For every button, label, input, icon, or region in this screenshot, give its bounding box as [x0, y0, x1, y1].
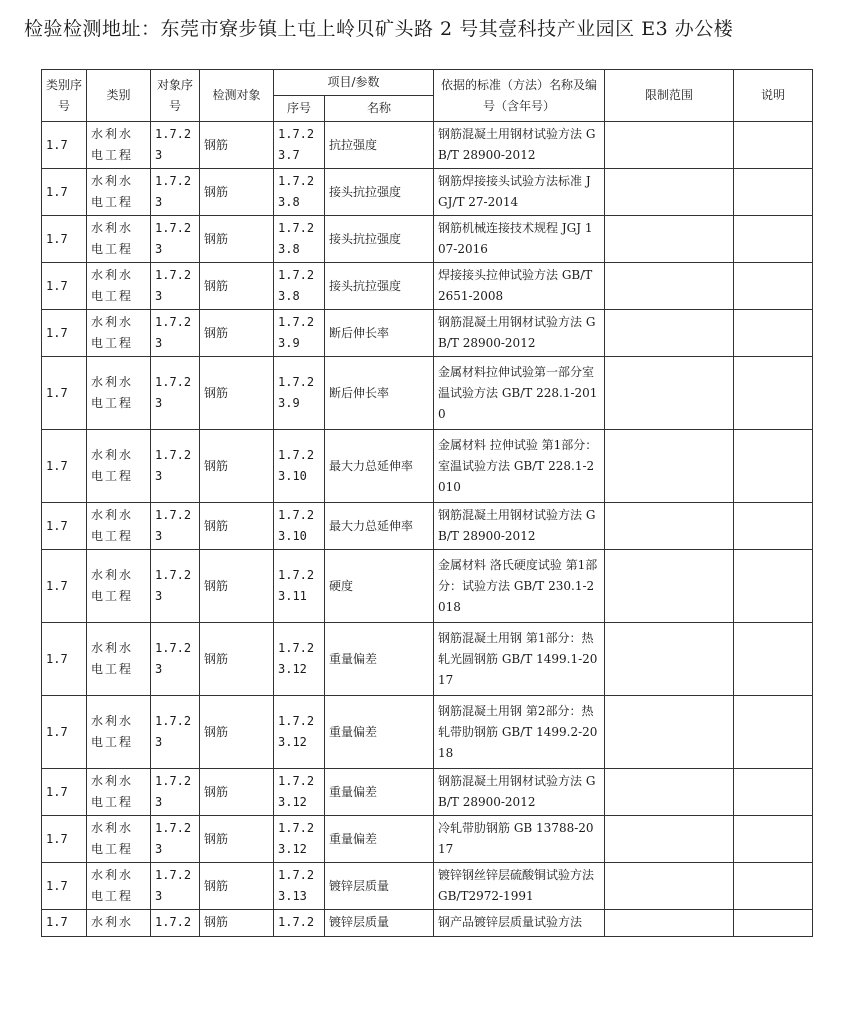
cell-cat: 水利水	[87, 910, 151, 937]
cell-cat-no: 1.7	[42, 863, 87, 910]
cell-obj: 钢筋	[200, 430, 274, 503]
cell-standard: 钢筋混凝土用钢材试验方法 GB/T 28900-2012	[434, 122, 605, 169]
cell-item-name: 断后伸长率	[325, 357, 434, 430]
cell-standard: 金属材料 拉伸试验 第1部分：室温试验方法 GB/T 228.1-2010	[434, 430, 605, 503]
header-standard: 依据的标准（方法）名称及编号（含年号）	[434, 70, 605, 122]
cell-limit	[605, 503, 734, 550]
cell-cat-no: 1.7	[42, 816, 87, 863]
header-obj-no: 对象序号	[151, 70, 200, 122]
cell-obj: 钢筋	[200, 310, 274, 357]
cell-item-name: 重量偏差	[325, 816, 434, 863]
cell-note	[734, 863, 813, 910]
cell-item-name: 接头抗拉强度	[325, 169, 434, 216]
cell-obj: 钢筋	[200, 216, 274, 263]
table-row	[42, 310, 813, 357]
cell-obj: 钢筋	[200, 696, 274, 769]
cell-item-name: 接头抗拉强度	[325, 263, 434, 310]
table-row	[42, 863, 813, 910]
cell-limit	[605, 357, 734, 430]
cell-obj: 钢筋	[200, 623, 274, 696]
page-title: 检验检测地址：东莞市寮步镇上屯上岭贝矿头路 2 号其壹科技产业园区 E3 办公楼	[24, 18, 734, 40]
cell-limit	[605, 550, 734, 623]
cell-standard: 焊接接头拉伸试验方法 GB/T 2651-2008	[434, 263, 605, 310]
cell-limit	[605, 863, 734, 910]
cell-cat: 水利水电工程	[87, 623, 151, 696]
cell-item-name: 接头抗拉强度	[325, 216, 434, 263]
cell-cat: 水利水电工程	[87, 122, 151, 169]
cell-item-no: 1.7.2 3.10	[274, 503, 325, 550]
table-row	[42, 263, 813, 310]
cell-item-no: 1.7.2	[274, 910, 325, 937]
cell-note	[734, 550, 813, 623]
cell-obj-no: 1.7.2 3	[151, 503, 200, 550]
cell-standard: 钢筋混凝土用钢 第1部分：热轧光圆钢筋 GB/T 1499.1-2017	[434, 623, 605, 696]
cell-obj-no: 1.7.2 3	[151, 310, 200, 357]
cell-item-name: 重量偏差	[325, 769, 434, 816]
cell-obj-no: 1.7.2 3	[151, 863, 200, 910]
cell-standard: 金属材料 洛氏硬度试验 第1部分：试验方法 GB/T 230.1-2018	[434, 550, 605, 623]
cell-cat: 水利水电工程	[87, 216, 151, 263]
cell-note	[734, 216, 813, 263]
cell-standard: 钢筋混凝土用钢材试验方法 GB/T 28900-2012	[434, 310, 605, 357]
header-limit: 限制范围	[605, 70, 734, 122]
cell-obj-no: 1.7.2 3	[151, 769, 200, 816]
header-cat: 类别	[87, 70, 151, 122]
cell-standard: 镀锌钢丝锌层硫酸铜试验方法 GB/T2972-1991	[434, 863, 605, 910]
cell-obj-no: 1.7.2 3	[151, 816, 200, 863]
cell-note	[734, 357, 813, 430]
cell-limit	[605, 430, 734, 503]
cell-obj: 钢筋	[200, 863, 274, 910]
cell-note	[734, 263, 813, 310]
table-row	[42, 550, 813, 623]
cell-limit	[605, 816, 734, 863]
cell-item-name: 最大力总延伸率	[325, 503, 434, 550]
header-row	[42, 70, 813, 96]
table-row	[42, 696, 813, 769]
table-row	[42, 357, 813, 430]
cell-obj-no: 1.7.2 3	[151, 216, 200, 263]
cell-item-name: 镀锌层质量	[325, 910, 434, 937]
cell-item-no: 1.7.2 3.10	[274, 430, 325, 503]
header-item-no: 序号	[274, 96, 325, 122]
cell-standard: 钢筋焊接接头试验方法标准 JGJ/T 27-2014	[434, 169, 605, 216]
cell-limit	[605, 910, 734, 937]
cell-obj-no: 1.7.2 3	[151, 430, 200, 503]
cell-item-no: 1.7.2 3.8	[274, 169, 325, 216]
cell-item-no: 1.7.2 3.12	[274, 696, 325, 769]
cell-standard: 钢筋混凝土用钢 第2部分：热轧带肋钢筋 GB/T 1499.2-2018	[434, 696, 605, 769]
cell-obj-no: 1.7.2 3	[151, 357, 200, 430]
cell-standard: 钢产品镀锌层质量试验方法	[434, 910, 605, 937]
cell-cat: 水利水电工程	[87, 357, 151, 430]
cell-item-no: 1.7.2 3.12	[274, 816, 325, 863]
cell-note	[734, 310, 813, 357]
cell-cat: 水利水电工程	[87, 696, 151, 769]
cell-item-name: 重量偏差	[325, 623, 434, 696]
cell-note	[734, 910, 813, 937]
cell-limit	[605, 310, 734, 357]
cell-note	[734, 816, 813, 863]
cell-limit	[605, 216, 734, 263]
cell-standard: 钢筋混凝土用钢材试验方法 GB/T 28900-2012	[434, 769, 605, 816]
cell-note	[734, 122, 813, 169]
cell-limit	[605, 263, 734, 310]
cell-item-name: 重量偏差	[325, 696, 434, 769]
table-row	[42, 910, 813, 937]
cell-cat-no: 1.7	[42, 263, 87, 310]
cell-obj-no: 1.7.2	[151, 910, 200, 937]
table-row	[42, 169, 813, 216]
cell-obj: 钢筋	[200, 357, 274, 430]
cell-cat-no: 1.7	[42, 623, 87, 696]
cell-obj-no: 1.7.2 3	[151, 122, 200, 169]
cell-item-name: 最大力总延伸率	[325, 430, 434, 503]
cell-obj: 钢筋	[200, 910, 274, 937]
cell-standard: 钢筋混凝土用钢材试验方法 GB/T 28900-2012	[434, 503, 605, 550]
header-item-name: 名称	[325, 96, 434, 122]
cell-note	[734, 769, 813, 816]
cell-obj: 钢筋	[200, 503, 274, 550]
cell-obj-no: 1.7.2 3	[151, 169, 200, 216]
cell-limit	[605, 623, 734, 696]
cell-cat: 水利水电工程	[87, 430, 151, 503]
cell-item-no: 1.7.2 3.9	[274, 357, 325, 430]
table-row	[42, 430, 813, 503]
cell-cat-no: 1.7	[42, 169, 87, 216]
cell-item-no: 1.7.2 3.7	[274, 122, 325, 169]
cell-cat: 水利水电工程	[87, 816, 151, 863]
cell-note	[734, 430, 813, 503]
inspection-table	[41, 69, 813, 937]
cell-cat-no: 1.7	[42, 357, 87, 430]
cell-obj: 钢筋	[200, 769, 274, 816]
table-row	[42, 122, 813, 169]
cell-obj: 钢筋	[200, 263, 274, 310]
cell-obj: 钢筋	[200, 816, 274, 863]
table-row	[42, 623, 813, 696]
cell-cat: 水利水电工程	[87, 169, 151, 216]
table-row	[42, 216, 813, 263]
cell-item-name: 硬度	[325, 550, 434, 623]
header-item-group: 项目/参数	[274, 70, 434, 96]
cell-note	[734, 623, 813, 696]
cell-note	[734, 696, 813, 769]
table-row	[42, 816, 813, 863]
cell-limit	[605, 769, 734, 816]
cell-obj-no: 1.7.2 3	[151, 623, 200, 696]
cell-cat: 水利水电工程	[87, 550, 151, 623]
cell-cat-no: 1.7	[42, 696, 87, 769]
cell-obj: 钢筋	[200, 169, 274, 216]
cell-item-no: 1.7.2 3.8	[274, 263, 325, 310]
cell-cat-no: 1.7	[42, 769, 87, 816]
cell-obj: 钢筋	[200, 550, 274, 623]
table-body	[42, 122, 813, 937]
table-row	[42, 769, 813, 816]
cell-item-name: 镀锌层质量	[325, 863, 434, 910]
table-row	[42, 503, 813, 550]
cell-item-no: 1.7.2 3.12	[274, 769, 325, 816]
cell-cat-no: 1.7	[42, 910, 87, 937]
cell-cat-no: 1.7	[42, 216, 87, 263]
cell-standard: 金属材料拉伸试验第一部分室温试验方法 GB/T 228.1-2010	[434, 357, 605, 430]
cell-cat-no: 1.7	[42, 550, 87, 623]
cell-item-no: 1.7.2 3.11	[274, 550, 325, 623]
cell-obj-no: 1.7.2 3	[151, 263, 200, 310]
header-obj: 检测对象	[200, 70, 274, 122]
cell-cat: 水利水电工程	[87, 310, 151, 357]
cell-item-name: 断后伸长率	[325, 310, 434, 357]
cell-cat-no: 1.7	[42, 430, 87, 503]
cell-item-no: 1.7.2 3.13	[274, 863, 325, 910]
cell-item-no: 1.7.2 3.9	[274, 310, 325, 357]
cell-note	[734, 503, 813, 550]
cell-cat-no: 1.7	[42, 503, 87, 550]
cell-note	[734, 169, 813, 216]
cell-cat: 水利水电工程	[87, 769, 151, 816]
cell-cat: 水利水电工程	[87, 503, 151, 550]
cell-item-no: 1.7.2 3.8	[274, 216, 325, 263]
cell-item-no: 1.7.2 3.12	[274, 623, 325, 696]
cell-limit	[605, 169, 734, 216]
cell-cat: 水利水电工程	[87, 263, 151, 310]
cell-cat: 水利水电工程	[87, 863, 151, 910]
cell-limit	[605, 696, 734, 769]
cell-obj-no: 1.7.2 3	[151, 550, 200, 623]
header-cat-no: 类别序号	[42, 70, 87, 122]
cell-cat-no: 1.7	[42, 310, 87, 357]
cell-standard: 冷轧带肋钢筋 GB 13788-2017	[434, 816, 605, 863]
header-note: 说明	[734, 70, 813, 122]
cell-obj-no: 1.7.2 3	[151, 696, 200, 769]
cell-cat-no: 1.7	[42, 122, 87, 169]
cell-item-name: 抗拉强度	[325, 122, 434, 169]
cell-limit	[605, 122, 734, 169]
cell-standard: 钢筋机械连接技术规程 JGJ 107-2016	[434, 216, 605, 263]
cell-obj: 钢筋	[200, 122, 274, 169]
